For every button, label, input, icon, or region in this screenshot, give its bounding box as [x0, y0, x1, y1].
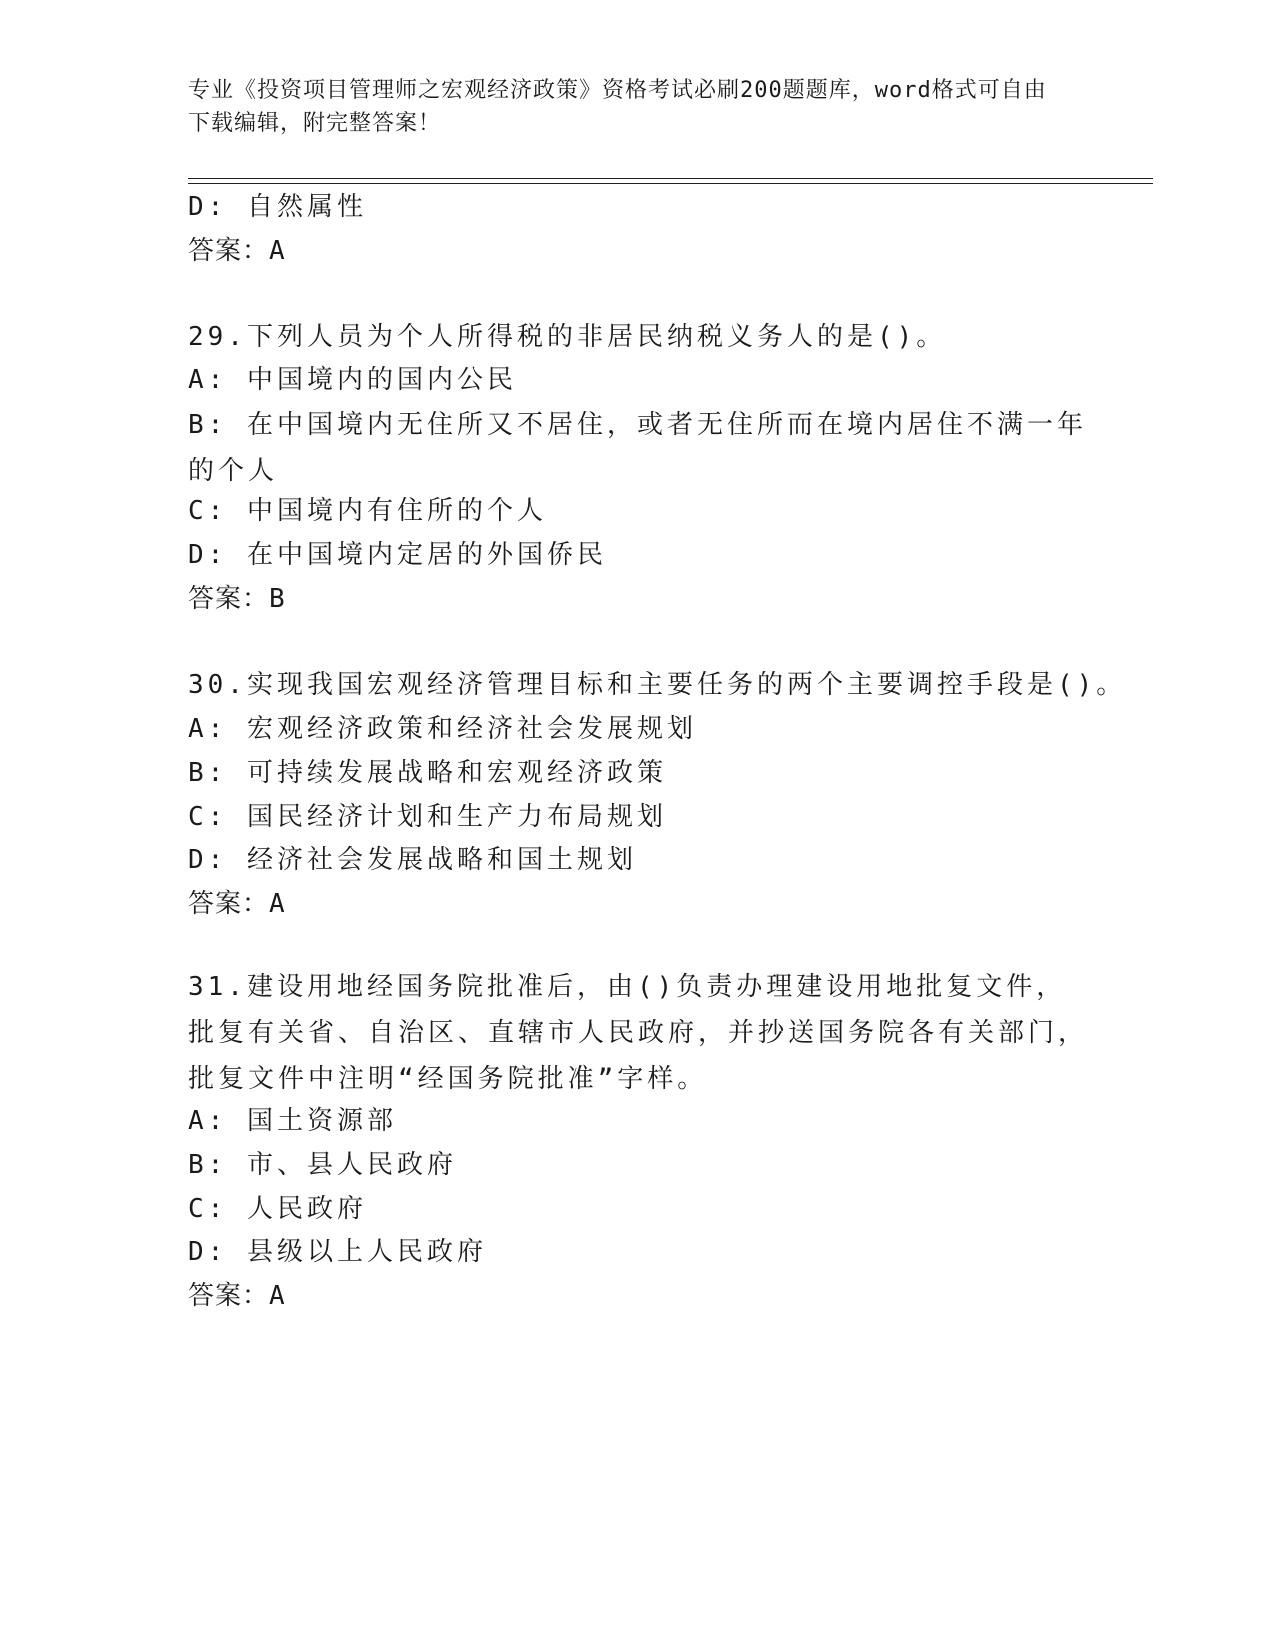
prev-answer: 答案：A: [188, 236, 286, 266]
q29-option-c: C: 中国境内有住所的个人: [188, 496, 547, 526]
q31-option-c: C: 人民政府: [188, 1194, 367, 1224]
q30-answer: 答案：A: [188, 889, 286, 919]
q29-answer: 答案：B: [188, 584, 286, 614]
prev-option-d: D: 自然属性: [188, 192, 367, 222]
q29-option-a: A: 中国境内的国内公民: [188, 365, 517, 395]
q30-stem: 30.实现我国宏观经济管理目标和主要任务的两个主要调控手段是()。: [188, 670, 1127, 700]
q30-option-b: B: 可持续发展战略和宏观经济政策: [188, 758, 667, 788]
q30-option-a: A: 宏观经济政策和经济社会发展规划: [188, 714, 697, 744]
q31-option-b: B: 市、县人民政府: [188, 1150, 457, 1180]
q30-option-d: D: 经济社会发展战略和国土规划: [188, 845, 637, 875]
q29-option-b: B: 在中国境内无住所又不居住，或者无住所而在境内居住不满一年的个人: [188, 410, 1087, 486]
q29-stem: 29.下列人员为个人所得税的非居民纳税义务人的是()。: [188, 322, 947, 352]
document-header: 专业《投资项目管理师之宏观经济政策》资格考试必刷200题题库，word格式可自由下载编辑，附完整答案！: [188, 78, 1047, 136]
q31-option-a: A: 国土资源部: [188, 1106, 397, 1136]
q29-option-d: D: 在中国境内定居的外国侨民: [188, 540, 607, 570]
header-rule-top: [188, 178, 1153, 179]
q30-option-c: C: 国民经济计划和生产力布局规划: [188, 802, 667, 832]
header-rule-bottom: [188, 183, 1153, 184]
q31-option-d: D: 县级以上人民政府: [188, 1237, 487, 1267]
q31-answer: 答案：A: [188, 1281, 286, 1311]
q31-stem: 31.建设用地经国务院批准后，由()负责办理建设用地批复文件，批复有关省、自治区、直辖市人民政府，并抄送国务院各有关部门，批复文件中注明“经国务院批准”字样。: [188, 972, 1089, 1094]
